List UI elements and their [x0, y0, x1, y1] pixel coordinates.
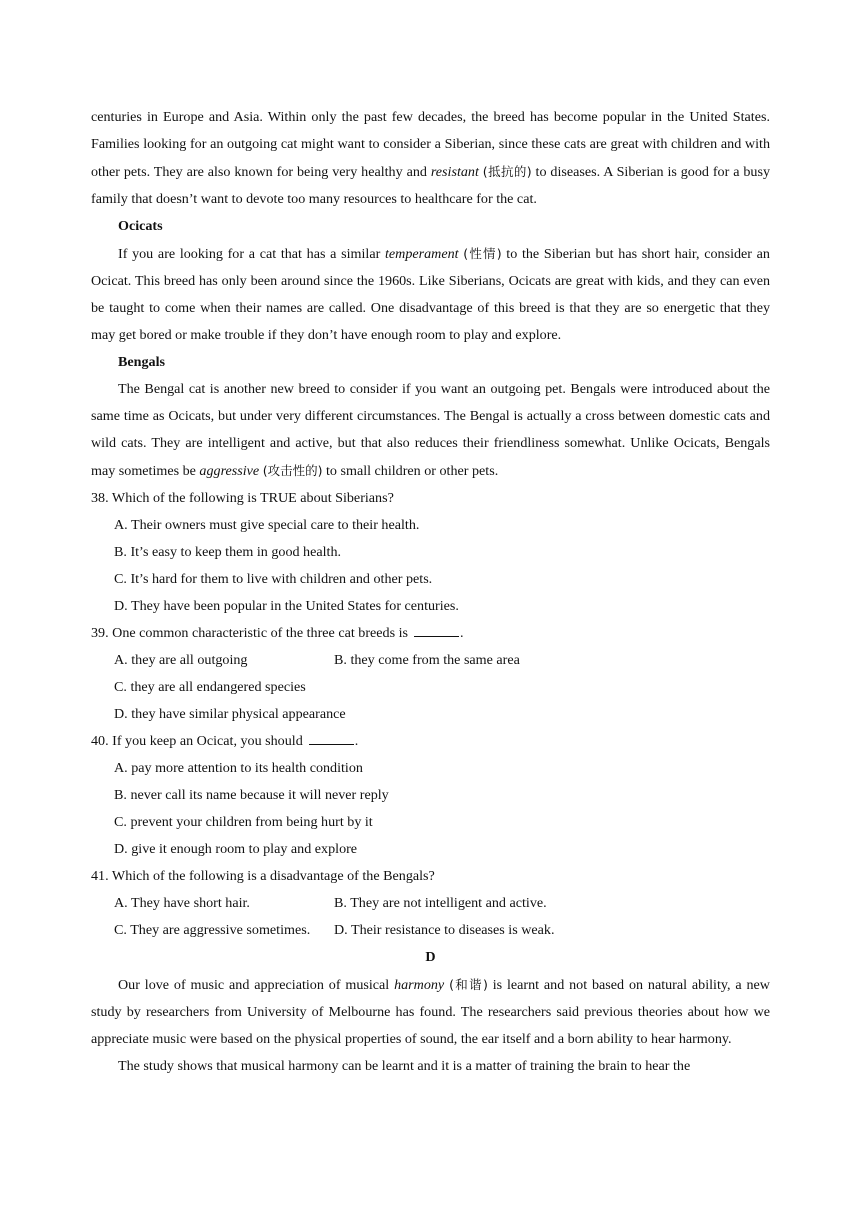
question-41-row-cd [91, 917, 770, 944]
question-40-stem [91, 728, 770, 755]
ocicats-text-end: to the Siberian but has short hair, consider an Ocicat. This breed has only been around since the 1960s. Like Siberians, Ocicats are great with kids, and they can even be taught to come when their names are called. One disadvantage of this breed is that they are so energetic that they may get bored or make trouble if they don’t have enough room to play and explore. [91, 246, 770, 343]
question-40-option-c: C. prevent your children from being hurt by it [114, 814, 373, 830]
passage-d-paragraph-1 [91, 971, 770, 1053]
question-39-option-d: D. they have similar physical appearance [114, 706, 346, 722]
passage-d-heading: D [425, 949, 436, 965]
question-40-option-a: A. pay more attention to its health condition [114, 760, 363, 776]
siberian-text: centuries in Europe and Asia. Within only the past few decades, the breed has become popular in the United States. Families looking for an outgoing cat might want to consider a Siberian, since these cats are great with children and with other pets. They are also known for being very healthy and [91, 109, 770, 180]
answer-blank [414, 622, 459, 637]
question-39-stem [91, 620, 770, 647]
question-41-option-b: B. They are not intelligent and active. [334, 895, 547, 911]
siberian-term: resistant [430, 164, 479, 180]
bengals-text-end: to small children or other pets. [322, 463, 499, 479]
ocicats-text: If you are looking for a cat that has a similar [118, 246, 385, 262]
question-39-option-c: C. they are all endangered species [114, 679, 306, 695]
harmony-gloss: (和谐) [449, 977, 488, 992]
ocicats-term: temperament [384, 246, 459, 262]
siberian-gloss: (抵抗的) [482, 164, 532, 179]
question-40-text: 40. If you keep an Ocicat, you should [91, 733, 303, 749]
answer-blank [309, 730, 354, 745]
question-39-option-a: A. they are all outgoing [114, 652, 248, 668]
siberian-text-end: to diseases. A Siberian is good for a busy family that doesn’t want to devote too many resources to healthcare for the cat. [91, 164, 771, 207]
question-38-option-a: A. Their owners must give special care to their health. [114, 517, 420, 533]
harmony-term: harmony [394, 977, 445, 993]
question-39-period: . [459, 625, 464, 641]
question-38-option-d: D. They have been popular in the United States for centuries. [114, 598, 459, 614]
question-38-option-c: C. It’s hard for them to live with children and other pets. [114, 571, 433, 587]
passage-d-text: Our love of music and appreciation of musical [118, 977, 395, 993]
ocicats-paragraph [91, 240, 770, 349]
bengals-heading: Bengals [118, 354, 165, 370]
ocicats-heading: Ocicats [118, 218, 163, 234]
passage-d-paragraph-2: The study shows that musical harmony can be learnt and it is a matter of training the brain to hear the [118, 1058, 691, 1074]
question-41-option-d: D. Their resistance to diseases is weak. [334, 922, 555, 938]
bengals-term: aggressive [199, 463, 260, 479]
bengals-gloss: (攻击性的) [262, 463, 323, 478]
question-41-stem: 41. Which of the following is a disadvantage of the Bengals? [91, 868, 435, 884]
question-41-option-c: C. They are aggressive sometimes. [114, 922, 311, 938]
siberian-paragraph [91, 104, 770, 213]
passage-d-text-end: is learnt and not based on natural ability, a new study by researchers from University of Melbourne has found. The researchers said previous theories about how we appreciate music were based on the physical properties of sound, the ear itself and a born ability to hear harmony. [91, 977, 770, 1047]
question-41-option-a: A. They have short hair. [114, 895, 250, 911]
ocicats-gloss: (性情) [463, 246, 502, 261]
question-39-text: 39. One common characteristic of the three cat breeds is [91, 625, 408, 641]
question-38-stem: 38. Which of the following is TRUE about Siberians? [91, 490, 394, 506]
question-40-option-d: D. give it enough room to play and explore [114, 841, 358, 857]
question-41-row-ab [91, 890, 770, 917]
question-38-option-b: B. It’s easy to keep them in good health. [114, 544, 342, 560]
question-40-option-b: B. never call its name because it will never reply [114, 787, 389, 803]
exam-page [91, 104, 770, 1080]
bengals-paragraph [91, 376, 770, 485]
bengals-text: The Bengal cat is another new breed to consider if you want an outgoing pet. Bengals were introduced about the same time as Ocicats, but under very different circumstances. The Bengal is actually a cross between domestic cats and wild cats. They are intelligent and active, but that also reduces their friendliness somewhat. Unlike Ocicats, Bengals may sometimes be [91, 381, 770, 479]
question-39-option-b: B. they come from the same area [334, 652, 520, 668]
question-39-row-ab [91, 647, 770, 674]
question-40-period: . [354, 733, 359, 749]
